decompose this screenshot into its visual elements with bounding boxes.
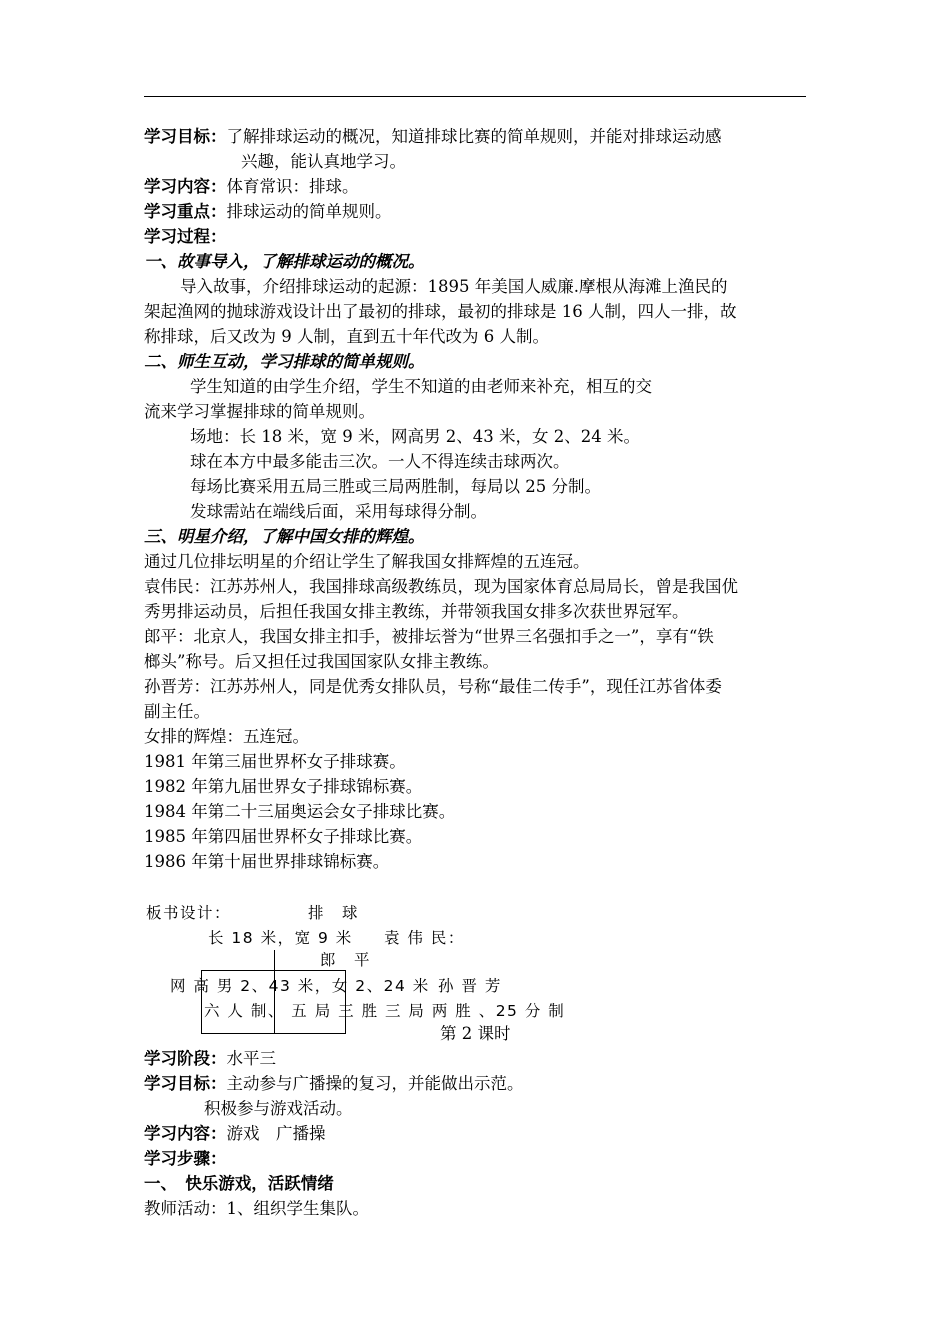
header-rule xyxy=(144,96,806,97)
board-label: 板书设计： xyxy=(146,904,232,922)
section-3-heading: 三、明星介绍，了解中国女排的辉煌。 xyxy=(144,527,425,546)
section-1-heading: 一、故事导入，了解排球运动的概况。 xyxy=(144,252,425,271)
title-item: 1982 年第九届世界女子排球锦标赛。 xyxy=(144,777,423,796)
steps-label: 学习步骤： xyxy=(144,1149,227,1168)
section-2-para: 流来学习掌握排球的简单规则。 xyxy=(144,402,375,421)
rule-item: 发球需站在端线后面，采用每球得分制。 xyxy=(190,502,487,521)
goal-line-1: 学习目标：了解排球运动的概况，知道排球比赛的简单规则，并能对排球运动感 xyxy=(144,127,722,146)
section-2-para: 学生知道的由学生介绍，学生不知道的由老师来补充，相互的交 xyxy=(190,377,652,396)
rule-item: 场地：长 18 米，宽 9 米，网高男 2、43 米，女 2、24 米。 xyxy=(190,427,640,446)
board-row: 网 高 男 2、43 米，女 2、24 米 xyxy=(170,977,430,995)
board-title: 排 球 xyxy=(308,904,360,922)
star-lang-ping: 榔头”称号。后又担任过我国国家队女排主教练。 xyxy=(144,652,499,671)
board-row: 袁 伟 民： xyxy=(384,929,465,947)
title-item: 1985 年第四届世界杯女子排球比赛。 xyxy=(144,827,423,846)
process-label: 学习过程： xyxy=(144,227,227,246)
rule-item: 每场比赛采用五局三胜或三局两胜制，每局以 25 分制。 xyxy=(190,477,601,496)
title-item: 1984 年第二十三届奥运会女子排球比赛。 xyxy=(144,802,456,821)
title-item: 1981 年第三届世界杯女子排球赛。 xyxy=(144,752,406,771)
star-lang-ping: 郎平：北京人，我国女排主扣手，被排坛誉为“世界三名强扣手之一”，享有“铁 xyxy=(144,627,714,646)
star-yuan-weimin: 袁伟民：江苏苏州人，我国排球高级教练员，现为国家体育总局局长，曾是我国优 xyxy=(144,577,738,596)
star-sun-jinfang: 孙晋芳：江苏苏州人，同是优秀女排队员，号称“最佳二传手”，现任江苏省体委 xyxy=(144,677,722,696)
section-2-heading: 二、师生互动，学习排球的简单规则。 xyxy=(144,352,425,371)
goal2-line-2: 积极参与游戏活动。 xyxy=(204,1099,353,1118)
board-row: 郎 平 xyxy=(320,951,372,969)
step-1-heading: 一、 快乐游戏，活跃情绪 xyxy=(144,1174,334,1193)
goal-line-2: 兴趣，能认真地学习。 xyxy=(241,152,406,171)
stage-line: 学习阶段：水平三 xyxy=(144,1049,276,1068)
section-1-para: 导入故事，介绍排球运动的起源：1895 年美国人威廉.摩根从海滩上渔民的 xyxy=(180,277,728,296)
board-row: 六 人 制、 五 局 三 胜 三 局 两 胜 、25 分 制 xyxy=(204,1002,566,1020)
goal2-line-1: 学习目标：主动参与广播操的复习，并能做出示范。 xyxy=(144,1074,524,1093)
rule-item: 球在本方中最多能击三次。一人不得连续击球两次。 xyxy=(190,452,570,471)
star-sun-jinfang: 副主任。 xyxy=(144,702,210,721)
star-yuan-weimin: 秀男排运动员，后担任我国女排主教练，并带领我国女排多次获世界冠军。 xyxy=(144,602,689,621)
title-item: 1986 年第十届世界排球锦标赛。 xyxy=(144,852,390,871)
board-row: 孙 晋 芳 xyxy=(438,977,502,995)
focus-line: 学习重点：排球运动的简单规则。 xyxy=(144,202,392,221)
board-divider xyxy=(274,950,275,1034)
section-1-para: 称排球，后又改为 9 人制，直到五十年代改为 6 人制。 xyxy=(144,327,549,346)
glory-line: 女排的辉煌：五连冠。 xyxy=(144,727,309,746)
content2-line: 学习内容：游戏 广播操 xyxy=(144,1124,326,1143)
period-label: 第 2 课时 xyxy=(440,1024,511,1043)
content-line: 学习内容：体育常识：排球。 xyxy=(144,177,359,196)
section-3-intro: 通过几位排坛明星的介绍让学生了解我国女排辉煌的五连冠。 xyxy=(144,552,590,571)
teacher-activity: 教师活动：1、组织学生集队。 xyxy=(144,1199,369,1218)
board-row: 长 18 米，宽 9 米 xyxy=(208,929,353,947)
section-1-para: 架起渔网的抛球游戏设计出了最初的排球，最初的排球是 16 人制，四人一排，故 xyxy=(144,302,737,321)
